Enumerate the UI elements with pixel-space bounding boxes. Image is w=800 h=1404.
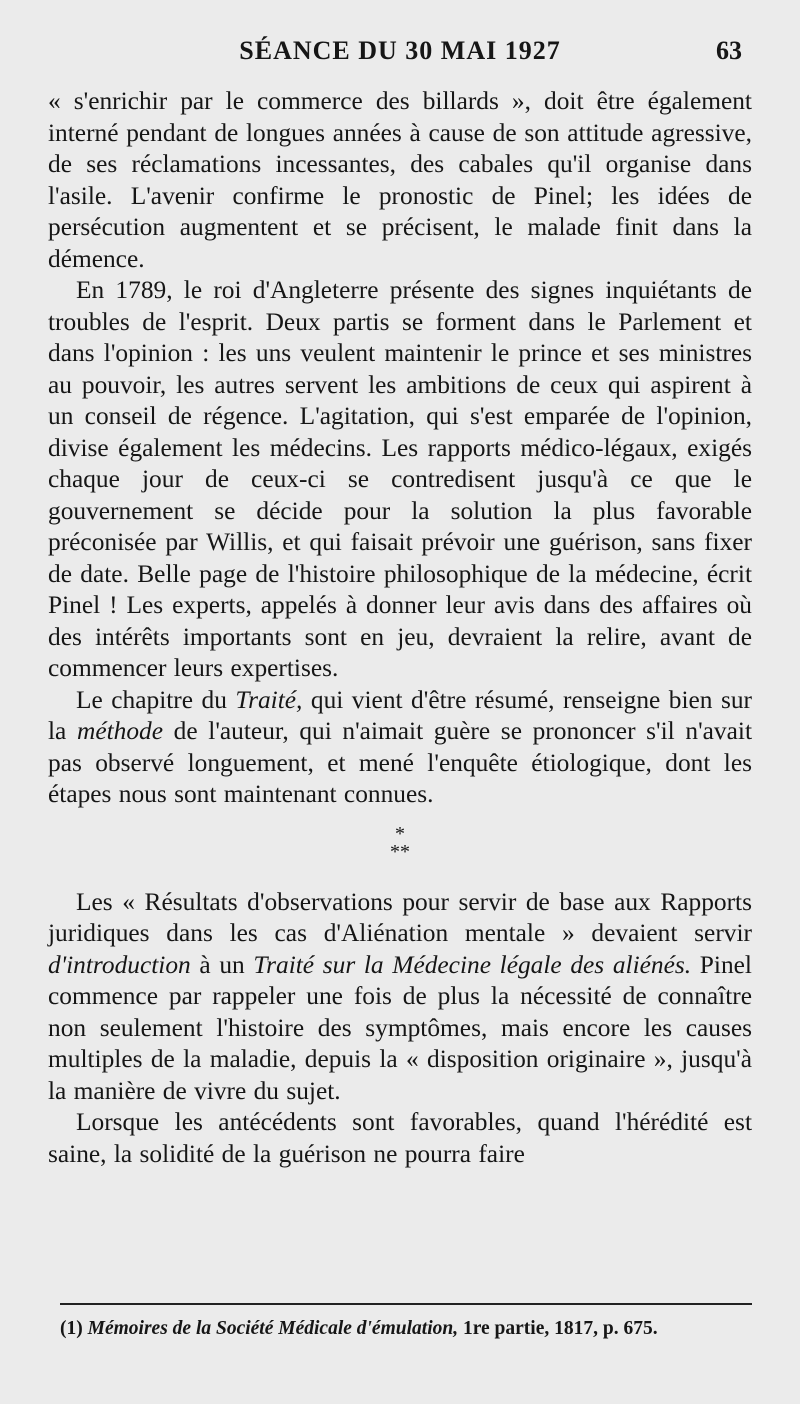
paragraph-3: Le chapitre du Traité, qui vient d'être résumé, renseigne bien sur la méthode de l'auteur, qui n'aimait guère se prononcer s'il n'avait pas observé longuement, et mené l'enquête étiologique, dont les étapes nous sont maintenant connues. (48, 685, 753, 808)
page-body (48, 86, 752, 1170)
paragraph-4: Les « Résultats d'observations pour servir de base aux Rapports juridiques dans les cas d'Aliénation mentale » devaient servir d'introduction à un Traité sur la Médecine légale des aliénés. Pinel commence par rappeler une fois de plus la nécessité de connaître non seulement l'histoire des symptômes, mais encore les causes multiples de la maladie, depuis la « disposition originaire », jusqu'à la manière de vivre du sujet. (48, 887, 752, 1105)
section-divider-asterism: * ** (390, 822, 410, 863)
footnote: (1) Mémoires de la Société Médicale d'émulation, 1re partie, 1817, p. 675. (60, 1318, 658, 1339)
paragraph-5: Lorsque les antécédents sont favorables, quand l'hérédité est saine, la solidité de la guérison ne pourra faire (48, 1108, 752, 1168)
running-head: SÉANCE DU 30 MAI 1927 (239, 36, 561, 65)
paragraph-1: « s'enrichir par le commerce des billards », doit être également interné pendant de longues années à cause de son attitude agressive, de ses réclamations incessantes, des cabales qu'il organise dans l'asile. L'avenir confirme le pronostic de Pinel; les idées de persécution augmentent et se précisent, le malade finit dans la démence. (48, 87, 752, 273)
page-header (0, 36, 800, 76)
page-number: 63 (716, 36, 742, 65)
footnote-rule (60, 1303, 752, 1305)
paragraph-2: En 1789, le roi d'Angleterre présente des signes inquiétants de troubles de l'esprit. Deux partis se forment dans le Parlement et dans l'opinion : les uns veulent maintenir le prince et ses ministres au pouvoir, les autres servent les ambitions de ceux qui aspirent à un conseil de régence. L'agitation, qui s'est emparée de l'opinion, divise également les médecins. Les rapports médico-légaux, exigés chaque jour de ceux-ci se contredisent jusqu'à ce que le gouvernement se décide pour la solution la plus favorable préconisée par Willis, et qui faisait prévoir une guérison, sans fixer de date. Belle page de l'histoire philosophique de la médecine, écrit Pinel ! Les experts, appelés à donner leur avis dans des affaires où des intérêts importants sont en jeu, devraient la relire, avant de commencer leurs expertises. (48, 276, 752, 682)
